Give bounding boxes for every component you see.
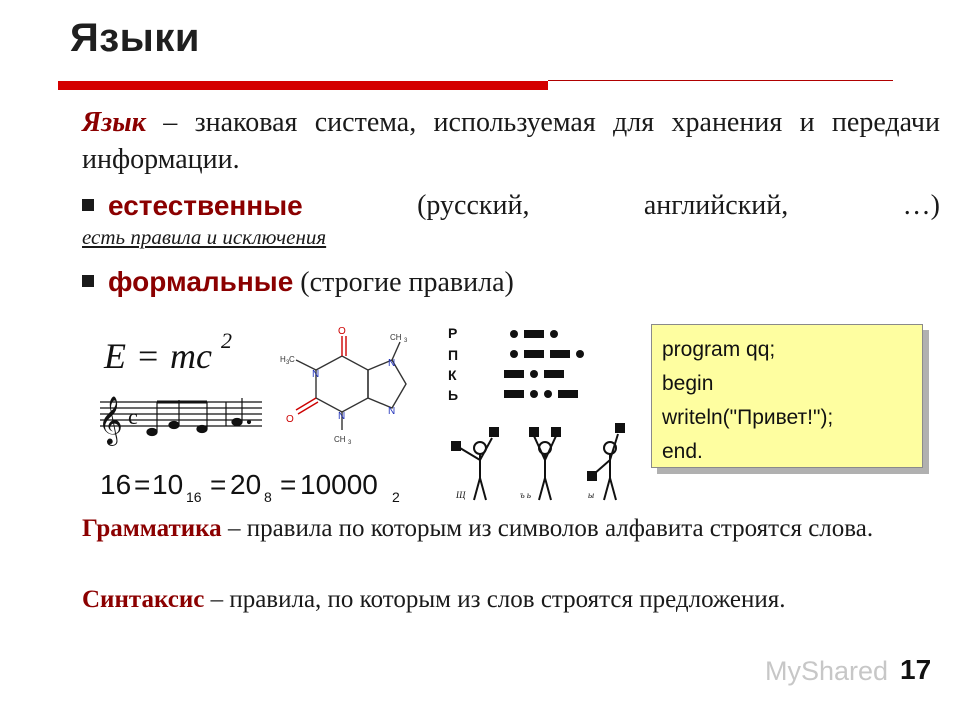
number-systems-formula: [100, 469, 400, 505]
bullet-square-icon: [82, 275, 94, 287]
svg-text:10: 10: [152, 469, 184, 500]
svg-text:20: 20: [230, 469, 262, 500]
formula-emc: [103, 328, 232, 376]
svg-text:3: 3: [404, 338, 408, 344]
svg-text:8: 8: [264, 489, 272, 505]
code-line: program qq;: [662, 338, 776, 361]
grammar-paragraph: [82, 512, 940, 546]
svg-text:CH: CH: [334, 435, 346, 444]
definition-paragraph: [82, 104, 940, 178]
svg-text:2: 2: [392, 489, 400, 505]
bullet-formal: [82, 266, 514, 299]
svg-text:П: П: [448, 347, 459, 363]
code-example-box: [651, 324, 923, 468]
music-notation: [98, 395, 262, 446]
svg-text:O: O: [338, 326, 346, 337]
svg-text:Р: Р: [448, 325, 458, 341]
svg-text:10000: 10000: [300, 469, 378, 500]
bullet-keyword-formal: формальные: [108, 266, 294, 297]
page-number: 17: [900, 654, 932, 685]
natural-note: есть правила и исключения: [82, 225, 327, 249]
syntax-term: Синтаксис: [82, 586, 205, 613]
svg-text:N: N: [388, 358, 396, 369]
svg-text:𝄞: 𝄞: [98, 395, 123, 444]
svg-text:ы: ы: [588, 490, 595, 500]
code-line: end.: [662, 440, 703, 463]
slide-title: Языки: [70, 16, 200, 60]
bullet-natural-part-3: …): [902, 190, 940, 221]
bullet-keyword-natural: естественные: [108, 190, 303, 221]
morse-code: [448, 325, 584, 403]
title-underline-red: [58, 81, 548, 90]
svg-text:N: N: [312, 369, 320, 380]
grammar-term: Грамматика: [82, 515, 222, 542]
watermark-logo: MyShared: [765, 656, 889, 686]
svg-text:=: =: [138, 336, 159, 376]
svg-text:E: E: [104, 336, 126, 376]
svg-text:N: N: [338, 411, 346, 422]
svg-text:mc: mc: [170, 336, 212, 376]
svg-text:=: =: [134, 469, 151, 500]
chemical-formula: [280, 326, 408, 446]
svg-text:N: N: [388, 406, 396, 417]
svg-text:CH: CH: [390, 333, 402, 342]
definition-text: – знаковая система, используемая для хранения и передачи информации.: [82, 107, 940, 175]
code-line: writeln("Привет!");: [662, 406, 834, 429]
bullet-formal-rest: (строгие правила): [293, 267, 514, 298]
svg-text:C: C: [289, 355, 295, 364]
svg-text:ъ ь: ъ ь: [520, 490, 532, 500]
syntax-text: – правила, по которым из слов строятся предложения.: [204, 586, 786, 613]
title-underline-thin: [548, 80, 893, 81]
svg-text:=: =: [280, 469, 297, 500]
svg-text:2: 2: [221, 328, 232, 353]
svg-text:3: 3: [348, 440, 352, 446]
svg-text:c: c: [128, 404, 138, 429]
svg-text:16: 16: [186, 489, 202, 505]
svg-text:Ь: Ь: [448, 387, 459, 403]
grammar-text: – правила по которым из символов алфавита строятся слова.: [221, 515, 874, 542]
svg-text:O: O: [286, 414, 294, 425]
svg-text:=: =: [210, 469, 227, 500]
bullet-natural-part-2: английский,: [643, 190, 789, 221]
definition-term: Язык: [82, 107, 146, 138]
bullet-natural: [82, 190, 940, 223]
code-line: begin: [662, 372, 714, 395]
syntax-paragraph: [82, 583, 940, 617]
language-examples-illustration: [90, 318, 650, 508]
svg-text:16: 16: [100, 469, 132, 500]
bullet-square-icon: [82, 199, 94, 211]
svg-text:Щ: Щ: [456, 490, 466, 500]
bullet-natural-part-1: (русский,: [417, 190, 530, 221]
semaphore-figures: [452, 424, 624, 500]
svg-text:3: 3: [286, 360, 290, 366]
svg-text:К: К: [448, 367, 457, 383]
svg-text:H: H: [280, 355, 286, 364]
